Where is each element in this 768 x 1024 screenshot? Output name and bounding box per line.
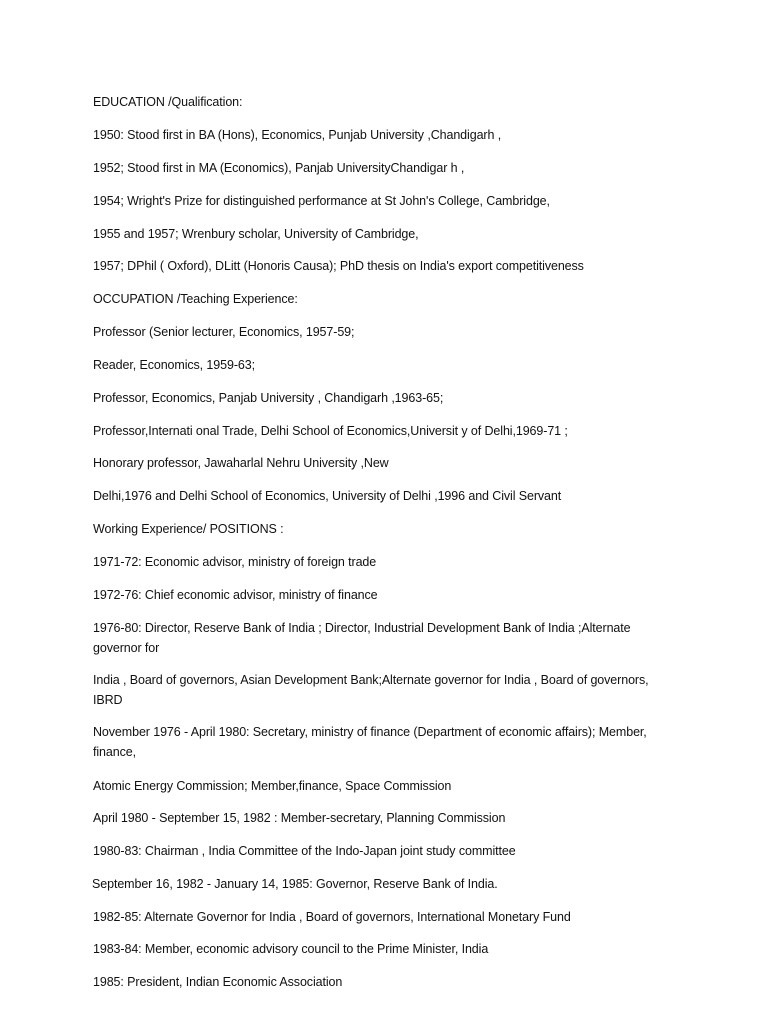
- occupation-entry: Reader, Economics, 1959-63;: [93, 358, 255, 372]
- position-entry: 1980-83: Chairman , India Committee of the Indo-Japan joint study committee: [93, 844, 516, 858]
- position-entry: Atomic Energy Commission; Member,finance, Space Commission: [93, 779, 452, 793]
- education-entry: 1955 and 1957; Wrenbury scholar, University of Cambridge,: [93, 227, 419, 241]
- education-entry: 1950: Stood first in BA (Hons), Economics, Punjab University ,Chandigarh ,: [93, 128, 502, 142]
- position-entry: 1972-76: Chief economic advisor, ministry of finance: [93, 588, 378, 602]
- position-entry: November 1976 - April 1980: Secretary, ministry of finance (Department of economic affairs); Member, finance,: [93, 725, 647, 759]
- education-entry: 1954; Wright's Prize for distinguished performance at St John's College, Cambridge,: [93, 194, 550, 208]
- position-entry: 1985: President, Indian Economic Association: [93, 975, 343, 989]
- occupation-heading: OCCUPATION /Teaching Experience:: [93, 292, 298, 306]
- occupation-entry: Delhi,1976 and Delhi School of Economics, University of Delhi ,1996 and Civil Servant: [93, 489, 562, 503]
- position-entry: 1971-72: Economic advisor, ministry of foreign trade: [93, 555, 377, 569]
- position-entry: 1983-84: Member, economic advisory council to the Prime Minister, India: [93, 942, 489, 956]
- education-entry: 1957; DPhil ( Oxford), DLitt (Honoris Causa); PhD thesis on India's export competitiveness: [93, 259, 584, 273]
- occupation-entry: Professor, Economics, Panjab University , Chandigarh ,1963-65;: [93, 391, 444, 405]
- education-entry: 1952; Stood first in MA (Economics), Panjab UniversityChandigar h ,: [93, 161, 465, 175]
- position-entry: April 1980 - September 15, 1982 : Member-secretary, Planning Commission: [93, 811, 506, 825]
- education-heading: EDUCATION /Qualification:: [93, 95, 243, 109]
- position-entry: 1982-85: Alternate Governor for India , Board of governors, International Monetary Fund: [93, 910, 571, 924]
- occupation-entry: Honorary professor, Jawaharlal Nehru University ,New: [93, 456, 389, 470]
- positions-heading: Working Experience/ POSITIONS :: [93, 522, 284, 536]
- occupation-entry: Professor (Senior lecturer, Economics, 1957-59;: [93, 325, 355, 339]
- position-entry: India , Board of governors, Asian Development Bank;Alternate governor for India , Board of governors, IBRD: [93, 673, 649, 707]
- position-entry: 1976-80: Director, Reserve Bank of India ; Director, Industrial Development Bank of India ;Alternate governor for: [93, 621, 631, 655]
- occupation-entry: Professor,Internati onal Trade, Delhi School of Economics,Universit y of Delhi,1969-71 ;: [93, 424, 568, 438]
- position-entry: September 16, 1982 - January 14, 1985: Governor, Reserve Bank of India.: [92, 877, 498, 891]
